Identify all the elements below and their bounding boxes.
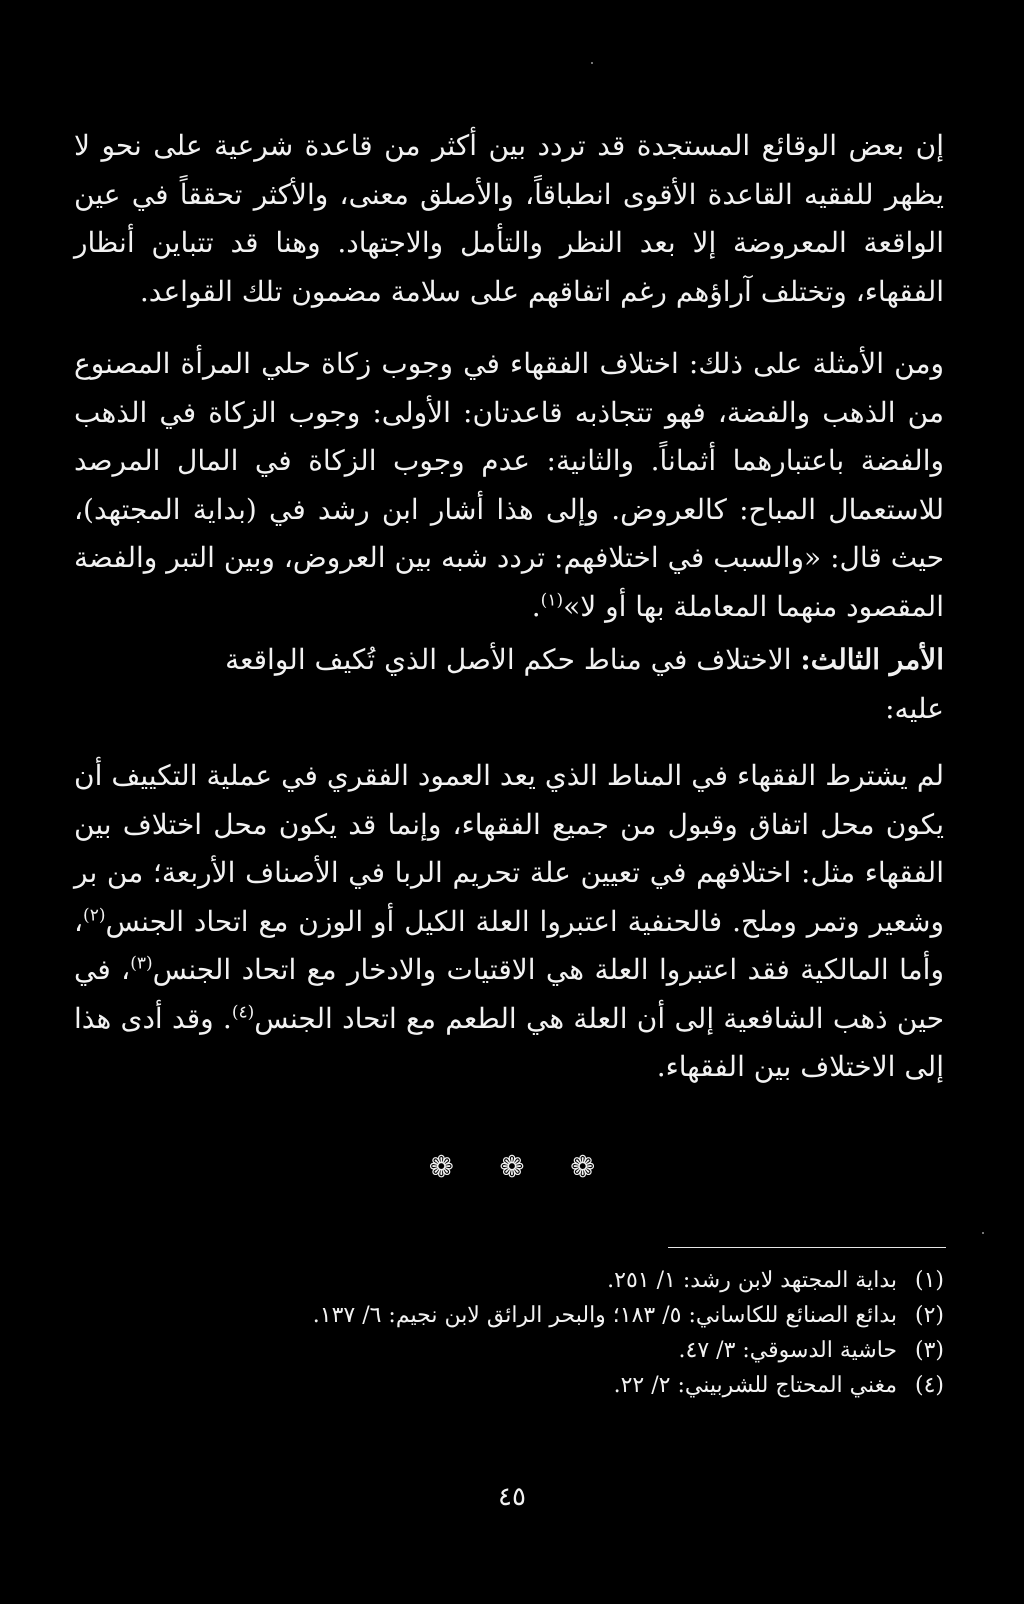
footnotes-list [74, 1263, 944, 1403]
footnote-ref-3[interactable]: (٣) [130, 953, 153, 974]
scan-speck [591, 62, 593, 64]
footnote-text: بداية المجتهد لابن رشد: ١/ ٢٥١. [607, 1268, 897, 1293]
paragraph-example-end: . [531, 589, 541, 623]
section-ornament [0, 1150, 1024, 1185]
footnote-ref-1[interactable]: (١) [540, 590, 564, 611]
paragraph-discussion-part3: ، في حين ذهب الشافعية إلى أن العلة هي الطعم مع اتحاد الجنس [74, 953, 944, 1035]
paragraph-example-text: ومن الأمثلة على ذلك: اختلاف الفقهاء في وجوب زكاة حلي المرأة المصنوع من الذهب والفضة، فهو تتجاذبه قاعدتان: الأولى: وجوب الزكاة في الذهب والفضة باعتبارهما أثماناً. والثانية: عدم وجوب الزكاة في المال المرصد للاستعمال المباح: كالعروض. وإلى هذا أشار ابن رشد في (بداية المجتهد)، حيث قال: «والسبب في اختلافهم: تردد شبه بين العروض، وبين التبر والفضة المقصود منهما المعاملة بها أو لا» [74, 347, 944, 623]
footnote-item [74, 1333, 944, 1368]
paragraph-intro: إن بعض الوقائع المستجدة قد تردد بين أكثر من قاعدة شرعية على نحو لا يظهر للفقيه القاعدة الأقوى انطباقاً، والأصلق معنى، والأكثر تحققاً في عين الواقعة المعروضة إلا بعد النظر والتأمل والاجتهاد. وهنا قد تتباين أنظار الفقهاء، وتختلف آراؤهم رغم اتفاقهم على سلامة مضمون تلك القواعد. [74, 129, 944, 308]
footnote-text: بدائع الصنائع للكاساني: ٥/ ١٨٣؛ والبحر الرائق لابن نجيم: ٦/ ١٣٧. [312, 1303, 897, 1328]
footnote-ref-4[interactable]: (٤) [231, 1002, 255, 1023]
footnote-divider [668, 1247, 946, 1248]
footnote-number: (٢) [914, 1303, 944, 1328]
paragraph-example [74, 340, 944, 631]
footnote-text: حاشية الدسوقي: ٣/ ٤٧. [678, 1338, 897, 1363]
page-number: ٤٥ [498, 1482, 526, 1512]
section-heading-continuation: عليه: [885, 692, 944, 725]
flower-ornament-icon: ❁ [428, 1150, 454, 1185]
footnote-number: (١) [914, 1268, 944, 1293]
paragraph-discussion-part4: . وقد أدى هذا إلى الاختلاف بين الفقهاء. [74, 1001, 944, 1083]
paragraph-discussion-part1: لم يشترط الفقهاء في المناط الذي يعد العمود الفقري في عملية التكييف أن يكون محل اتفاق وقبول من جميع الفقهاء، وإنما قد يكون محل اختلاف بين الفقهاء مثل: اختلافهم في تعيين علة تحريم الربا في الأصناف الأربعة؛ من بر وشعير وتمر وملح. فالحنفية اعتبروا العلة الكيل أو الوزن مع اتحاد الجنس [74, 759, 944, 938]
footnote-item [74, 1263, 944, 1298]
flower-ornament-icon: ❁ [570, 1150, 596, 1185]
footnote-text: مغني المحتاج للشربيني: ٢/ ٢٢. [613, 1373, 897, 1398]
section-heading-text: الاختلاف في مناط حكم الأصل الذي تُكيف الواقعة [225, 643, 792, 676]
section-heading-label: الأمر الثالث: [800, 643, 944, 676]
footnote-item [74, 1298, 944, 1333]
footnote-number: (٤) [914, 1373, 944, 1398]
footnote-ref-2[interactable]: (٢) [83, 905, 106, 926]
paragraph-discussion [74, 752, 944, 1092]
footnote-item [74, 1368, 944, 1403]
footnote-number: (٣) [914, 1338, 944, 1363]
section-heading [74, 636, 944, 685]
scan-speck [982, 1232, 984, 1234]
flower-ornament-icon: ❁ [499, 1150, 525, 1185]
paragraph-discussion-part2: ، وأما المالكية فقد اعتبروا العلة هي الاقتيات والادخار مع اتحاد الجنس [74, 904, 944, 986]
